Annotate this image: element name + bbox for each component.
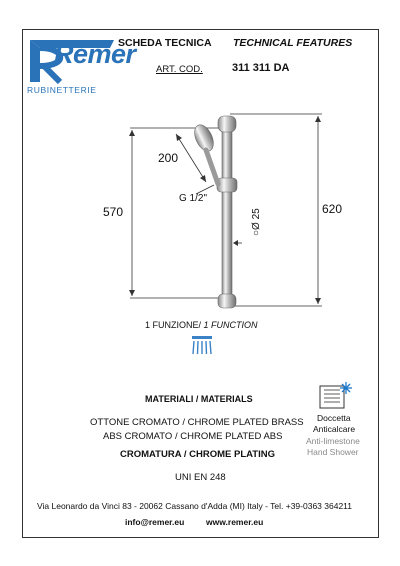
- plating-label: CROMATURA / CHROME PLATING: [120, 449, 275, 460]
- material-line-1: OTTONE CROMATO / CHROME PLATED BRASS: [90, 417, 304, 428]
- function-label: 1 FUNZIONE/ 1 FUNCTION: [145, 320, 258, 330]
- art-code-label: ART. COD.: [156, 64, 203, 75]
- diameter-label: ○Ø 25: [251, 208, 262, 236]
- footer-address: Via Leonardo da Vinci 83 - 20062 Cassano d'Adda (MI) Italy - Tel. +39-0363 364211: [37, 501, 352, 511]
- anti-limestone-en-1: Anti-limestone: [306, 436, 360, 446]
- logo-wordmark: Remer: [54, 39, 136, 69]
- footer-email[interactable]: info@remer.eu: [125, 517, 185, 527]
- diameter-circle-icon: ○: [251, 229, 262, 236]
- norm-label: UNI EN 248: [175, 472, 226, 483]
- logo-subtitle: RUBINETTERIE: [27, 85, 97, 95]
- materials-title: MATERIALI / MATERIALS: [145, 394, 253, 404]
- footer-web[interactable]: www.remer.eu: [206, 517, 264, 527]
- title-italian: SCHEDA TECNICA: [118, 37, 212, 49]
- single-spray-icon: [190, 334, 214, 356]
- art-code-value: 311 311 DA: [232, 62, 290, 74]
- dim-620: 620: [322, 202, 343, 216]
- dim-200: 200: [158, 151, 179, 165]
- anti-limestone-en-2: Hand Shower: [307, 447, 359, 457]
- product-drawing: [100, 108, 343, 338]
- anti-limestone-it-2: Anticalcare: [313, 424, 356, 434]
- title-english: TECHNICAL FEATURES: [233, 37, 353, 49]
- thread-label: G 1/2": [179, 193, 208, 204]
- material-line-2: ABS CROMATO / CHROME PLATED ABS: [103, 431, 283, 442]
- anti-limestone-it-1: Doccetta: [317, 413, 351, 423]
- dim-570: 570: [103, 205, 124, 219]
- anti-limestone-icon: [318, 380, 354, 410]
